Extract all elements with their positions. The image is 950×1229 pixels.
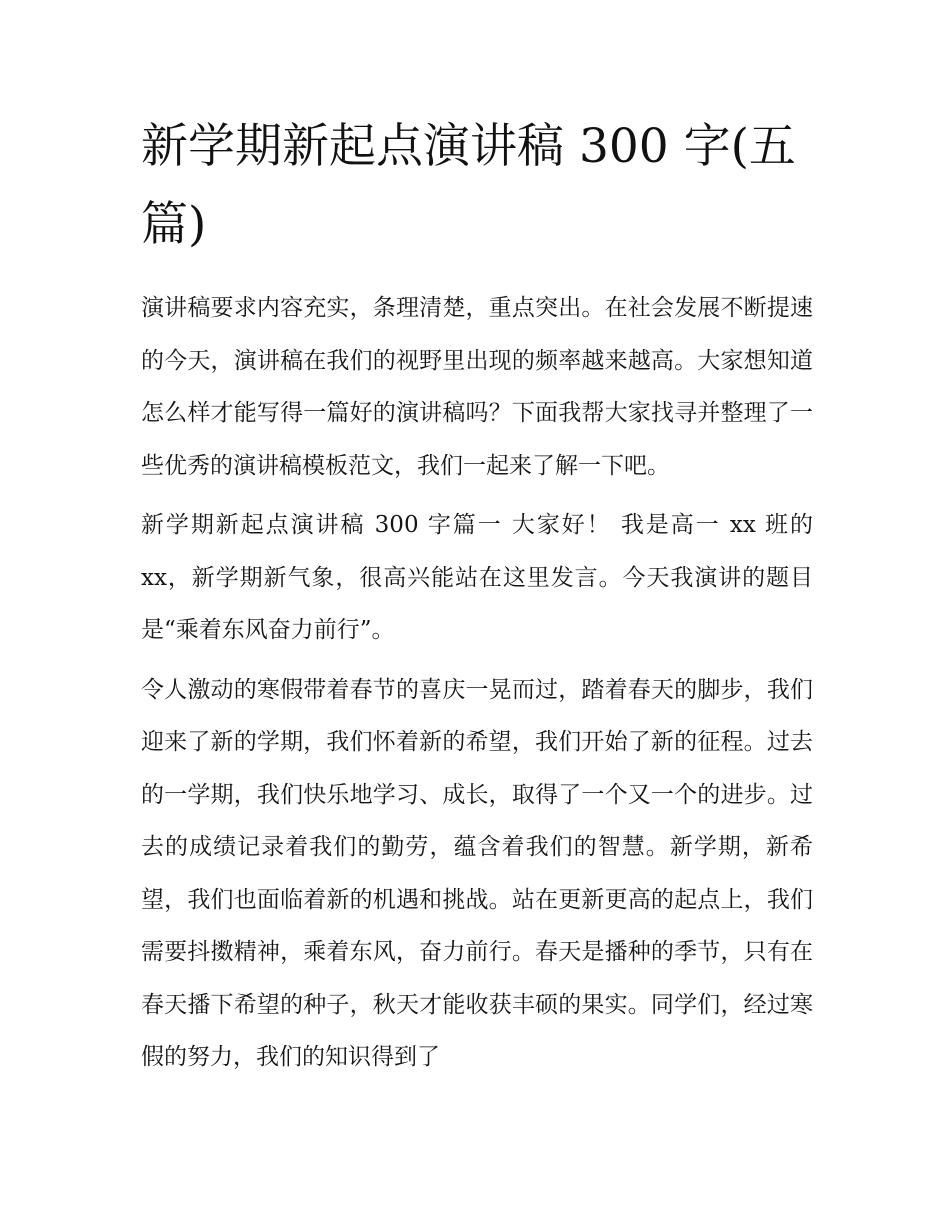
speech-opening-paragraph: 新学期新起点演讲稿 300 字篇一 大家好！ 我是高一 xx 班的 xx，新学期新气象，很高兴能站在这里发言。今天我演讲的题目是“乘着东风奋力前行”。 [141, 512, 813, 643]
speech-body-paragraph: 令人激动的寒假带着春节的喜庆一晃而过，踏着春天的脚步，我们迎来了新的学期，我们怀着新的希望，我们开始了新的征程。过去的一学期，我们快乐地学习、成长，取得了一个又一个的进步。过去的成绩记录着我们的勤劳，蕴含着我们的智慧。新学期，新希望，我们也面临着新的机遇和挑战。站在更新更高的起点上，我们需要抖擞精神，乘着东风，奋力前行。春天是播种的季节，只有在春天播下希望的种子，秋天才能收获丰硕的果实。同学们，经过寒假的努力，我们的知识得到了 [141, 676, 813, 1070]
intro-paragraph: 演讲稿要求内容充实，条理清楚，重点突出。在社会发展不断提速的今天，演讲稿在我们的视野里出现的频率越来越高。大家想知道怎么样才能写得一篇好的演讲稿吗？下面我帮大家找寻并整理了一些优秀的演讲稿模板范文，我们一起来了解一下吧。 [141, 295, 813, 479]
document-title: 新学期新起点演讲稿 300 字(五篇) [141, 119, 796, 252]
document-page [141, 108, 813, 1091]
